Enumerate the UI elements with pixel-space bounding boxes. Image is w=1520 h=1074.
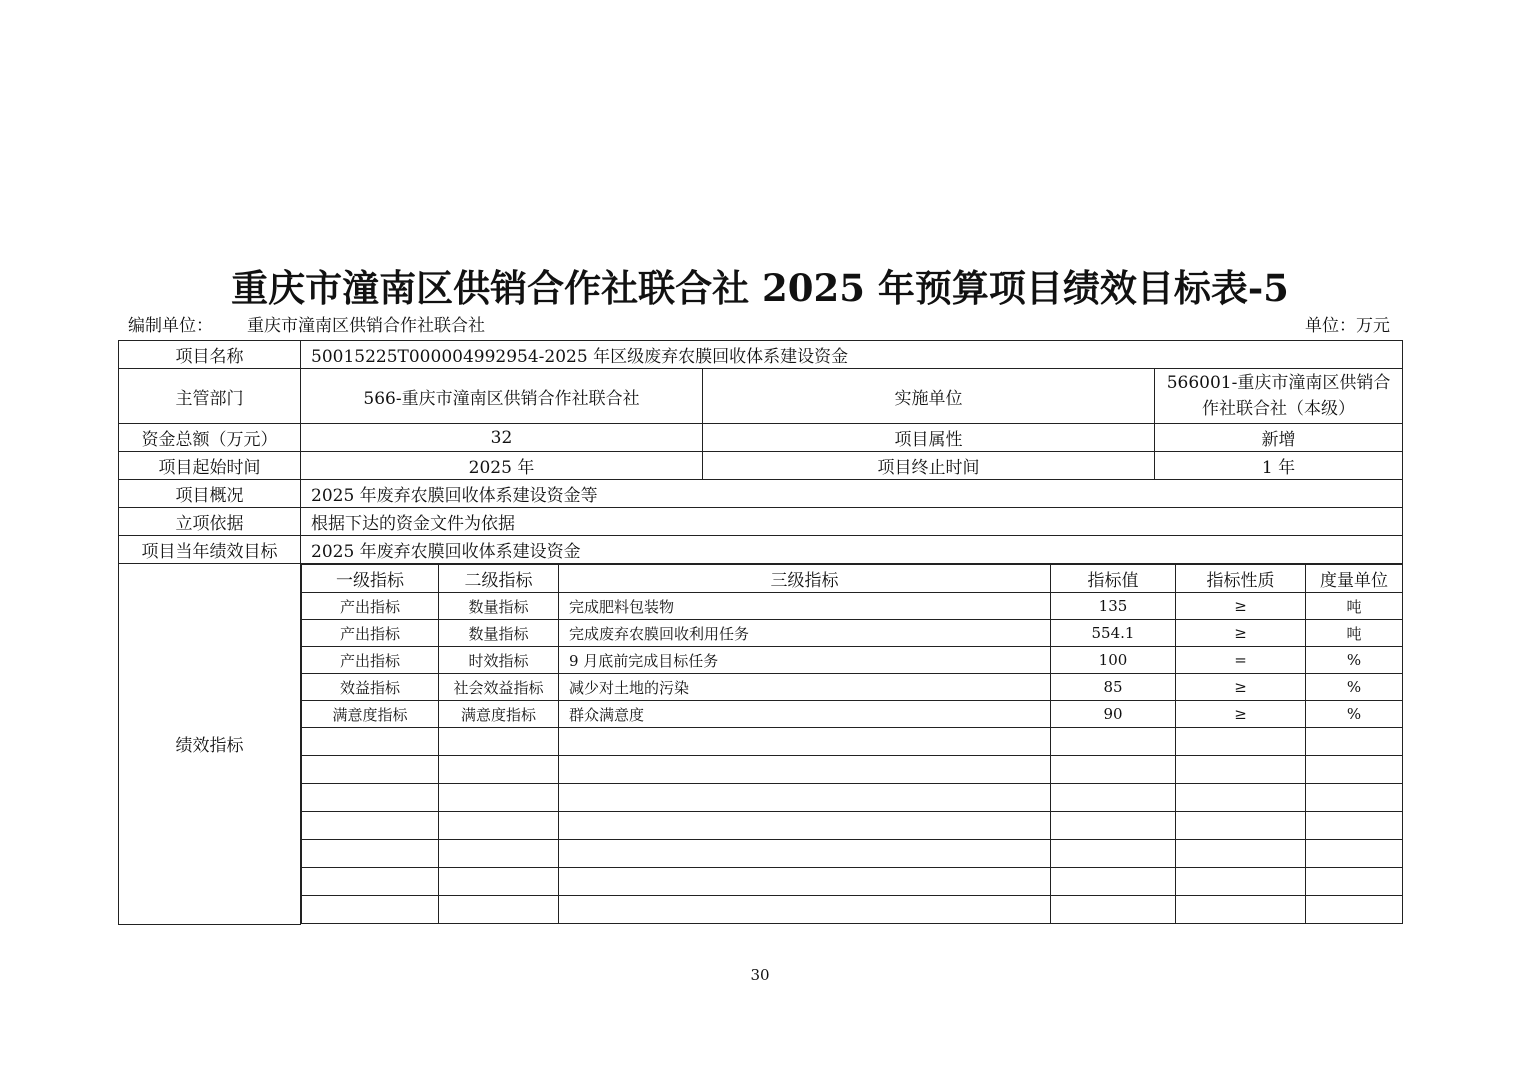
performance-table [118, 340, 1403, 925]
header-value: 指标值 [1051, 565, 1176, 593]
indicator-l1: 产出指标 [302, 647, 439, 674]
goal: 2025 年废弃农膜回收体系建设资金 [301, 536, 1403, 564]
fund-label: 资金总额（万元） [119, 424, 301, 452]
end: 1 年 [1155, 452, 1403, 480]
perf-label: 绩效指标 [119, 564, 301, 925]
indicator-l1: 产出指标 [302, 620, 439, 647]
header-unit: 度量单位 [1306, 565, 1403, 593]
indicator-table [301, 564, 1403, 924]
indicator-section [301, 564, 1403, 925]
goal-label: 项目当年绩效目标 [119, 536, 301, 564]
currency-unit: 单位：万元 [1305, 316, 1390, 336]
page-number: 30 [750, 966, 770, 984]
empty-row [302, 728, 1403, 756]
indicator-l2: 社会效益指标 [439, 674, 559, 701]
table-row [302, 620, 1403, 647]
empty-row [302, 840, 1403, 868]
overview: 2025 年废弃农膜回收体系建设资金等 [301, 480, 1403, 508]
indicator-l2: 数量指标 [439, 593, 559, 620]
header-level1: 一级指标 [302, 565, 439, 593]
header-level2: 二级指标 [439, 565, 559, 593]
empty-row [302, 756, 1403, 784]
indicator-l3: 完成废弃农膜回收利用任务 [559, 620, 1051, 647]
indicator-l3: 减少对土地的污染 [559, 674, 1051, 701]
table-row [302, 674, 1403, 701]
indicator-value: 135 [1051, 593, 1176, 620]
compiling-unit-name: 重庆市潼南区供销合作社联合社 [247, 316, 485, 336]
dept-label: 主管部门 [119, 369, 301, 424]
impl: 566001-重庆市潼南区供销合作社联合社（本级） [1155, 369, 1403, 424]
compiling-unit [128, 315, 485, 337]
dept: 566-重庆市潼南区供销合作社联合社 [301, 369, 703, 424]
table-row [302, 593, 1403, 620]
empty-row [302, 812, 1403, 840]
indicator-unit: % [1306, 701, 1403, 728]
indicator-l2: 数量指标 [439, 620, 559, 647]
indicator-l3: 9 月底前完成目标任务 [559, 647, 1051, 674]
attr-label: 项目属性 [703, 424, 1155, 452]
indicator-l1: 满意度指标 [302, 701, 439, 728]
project-name: 50015225T000004992954-2025 年区级废弃农膜回收体系建设资金 [301, 341, 1403, 369]
indicator-nature: ≥ [1176, 620, 1306, 647]
project-name-label: 项目名称 [119, 341, 301, 369]
fund: 32 [301, 424, 703, 452]
indicator-nature: ≥ [1176, 701, 1306, 728]
indicator-unit: % [1306, 674, 1403, 701]
indicator-l2: 时效指标 [439, 647, 559, 674]
table-row [302, 701, 1403, 728]
start-label: 项目起始时间 [119, 452, 301, 480]
indicator-nature: ≥ [1176, 674, 1306, 701]
indicator-value: 85 [1051, 674, 1176, 701]
indicator-value: 90 [1051, 701, 1176, 728]
overview-label: 项目概况 [119, 480, 301, 508]
indicator-unit: % [1306, 647, 1403, 674]
table-row [302, 647, 1403, 674]
page-title: 重庆市潼南区供销合作社联合社 2025 年预算项目绩效目标表-5 [231, 266, 1289, 310]
indicator-value: 100 [1051, 647, 1176, 674]
impl-label: 实施单位 [703, 369, 1155, 424]
indicator-l3: 完成肥料包装物 [559, 593, 1051, 620]
indicator-l1: 效益指标 [302, 674, 439, 701]
compiling-unit-label: 编制单位： [128, 316, 213, 336]
indicator-unit: 吨 [1306, 620, 1403, 647]
empty-row [302, 868, 1403, 896]
header-level3: 三级指标 [559, 565, 1051, 593]
basis: 根据下达的资金文件为依据 [301, 508, 1403, 536]
attr: 新增 [1155, 424, 1403, 452]
empty-row [302, 896, 1403, 924]
indicator-l2: 满意度指标 [439, 701, 559, 728]
indicator-unit: 吨 [1306, 593, 1403, 620]
indicator-value: 554.1 [1051, 620, 1176, 647]
indicator-nature: ≥ [1176, 593, 1306, 620]
indicator-l1: 产出指标 [302, 593, 439, 620]
end-label: 项目终止时间 [703, 452, 1155, 480]
start: 2025 年 [301, 452, 703, 480]
empty-row [302, 784, 1403, 812]
indicator-nature: = [1176, 647, 1306, 674]
header-nature: 指标性质 [1176, 565, 1306, 593]
indicator-l3: 群众满意度 [559, 701, 1051, 728]
basis-label: 立项依据 [119, 508, 301, 536]
